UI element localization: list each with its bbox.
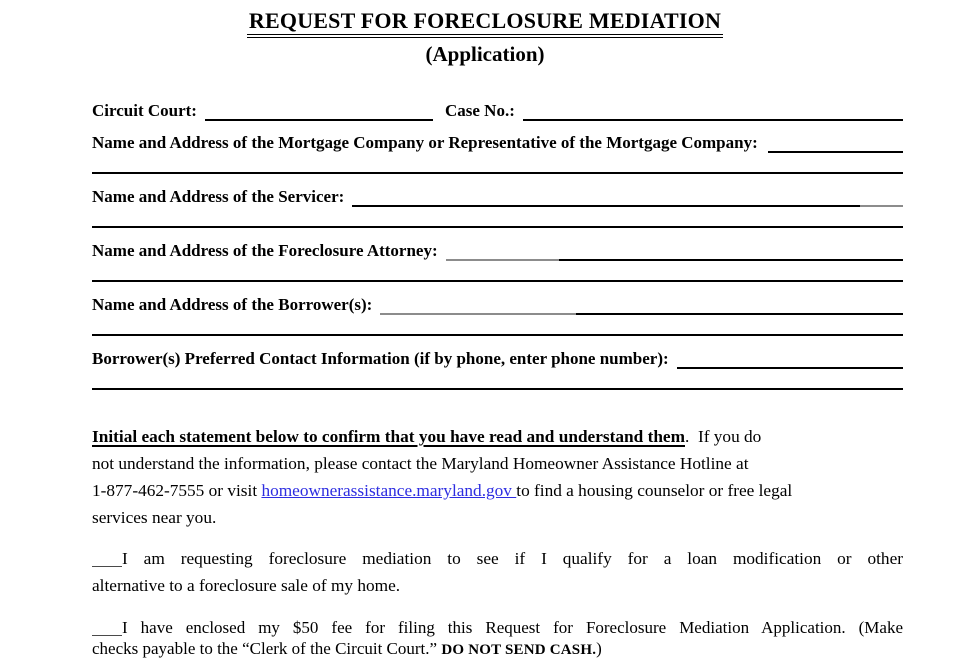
- mortgage-company-label: Name and Address of the Mortgage Company or Representative of the Mortgage Company:: [92, 133, 758, 152]
- borrowers-blank[interactable]: [576, 313, 903, 315]
- statement-fee-enclosed: I have enclosed my $50 fee for filing this Request for Foreclosure Mediation Application. (Make checks payable to the “Clerk of the Circuit Court.” DO NOT SEND CASH.): [92, 618, 903, 658]
- borrowers-label: Name and Address of the Borrower(s):: [92, 295, 373, 314]
- attorney-blank[interactable]: [559, 259, 903, 261]
- foreclosure-attorney-label: Name and Address of the Foreclosure Attorney:: [92, 241, 438, 260]
- title-row: [0, 8, 970, 38]
- preferred-contact-label: Borrower(s) Preferred Contact Information (if by phone, enter phone number):: [92, 349, 669, 368]
- field-group-mortgage-company: [92, 132, 903, 174]
- hotline-number: 1-877-462-7555 or visit: [92, 481, 262, 500]
- field-group-foreclosure-attorney: [92, 240, 903, 282]
- preferred-contact-blank-line2[interactable]: [92, 388, 903, 390]
- instructions-line-4: services near you.: [92, 508, 217, 527]
- homeowner-assistance-link[interactable]: homeownerassistance.maryland.gov: [261, 481, 517, 500]
- instructions-line-3: 1-877-462-7555 or visit homeownerassistance.maryland.gov to find a housing counselor or free legal: [92, 481, 793, 500]
- field-group-servicer: [92, 186, 903, 228]
- field-group-borrowers: [92, 294, 903, 336]
- do-not-send-cash-warning: DO NOT SEND CASH.: [441, 642, 597, 658]
- servicer-blank-gray[interactable]: [860, 205, 903, 207]
- field-group-preferred-contact: [92, 348, 903, 390]
- borrowers-blank-gray[interactable]: [380, 313, 576, 315]
- initial-each-statement-text: Initial each statement below to confirm that you have read and understand them: [92, 427, 685, 446]
- mortgage-company-blank-line2[interactable]: [92, 172, 903, 174]
- case-no-label: Case No.:: [444, 101, 515, 120]
- servicer-blank-line2[interactable]: [92, 226, 903, 228]
- instructions-line-2: not understand the information, please contact the Maryland Homeowner Assistance Hotline at: [92, 454, 749, 473]
- mortgage-company-blank[interactable]: [768, 151, 903, 153]
- initials-blank-2[interactable]: [92, 635, 122, 636]
- court-case-row: [92, 100, 903, 121]
- case-no-blank[interactable]: [523, 119, 903, 121]
- preferred-contact-blank[interactable]: [677, 367, 903, 369]
- form-title: REQUEST FOR FORECLOSURE MEDIATION: [247, 8, 723, 38]
- borrowers-blank-line2[interactable]: [92, 334, 903, 336]
- attorney-blank-line2[interactable]: [92, 280, 903, 282]
- instructions-line-1: Initial each statement below to confirm that you have read and understand them. If you do: [92, 427, 762, 446]
- servicer-label: Name and Address of the Servicer:: [92, 187, 345, 206]
- initials-blank-1[interactable]: [92, 566, 122, 567]
- statement-requesting-mediation: I am requesting foreclosure mediation to see if I qualify for a loan modification or other alternative to a foreclosure sale of my home.: [92, 549, 903, 595]
- servicer-blank[interactable]: [352, 205, 860, 207]
- circuit-court-label: Circuit Court:: [92, 101, 197, 120]
- circuit-court-blank[interactable]: [205, 119, 433, 121]
- form-subtitle: (Application): [425, 42, 545, 66]
- instructions-paragraph: [92, 423, 903, 531]
- attorney-blank-gray[interactable]: [446, 259, 559, 261]
